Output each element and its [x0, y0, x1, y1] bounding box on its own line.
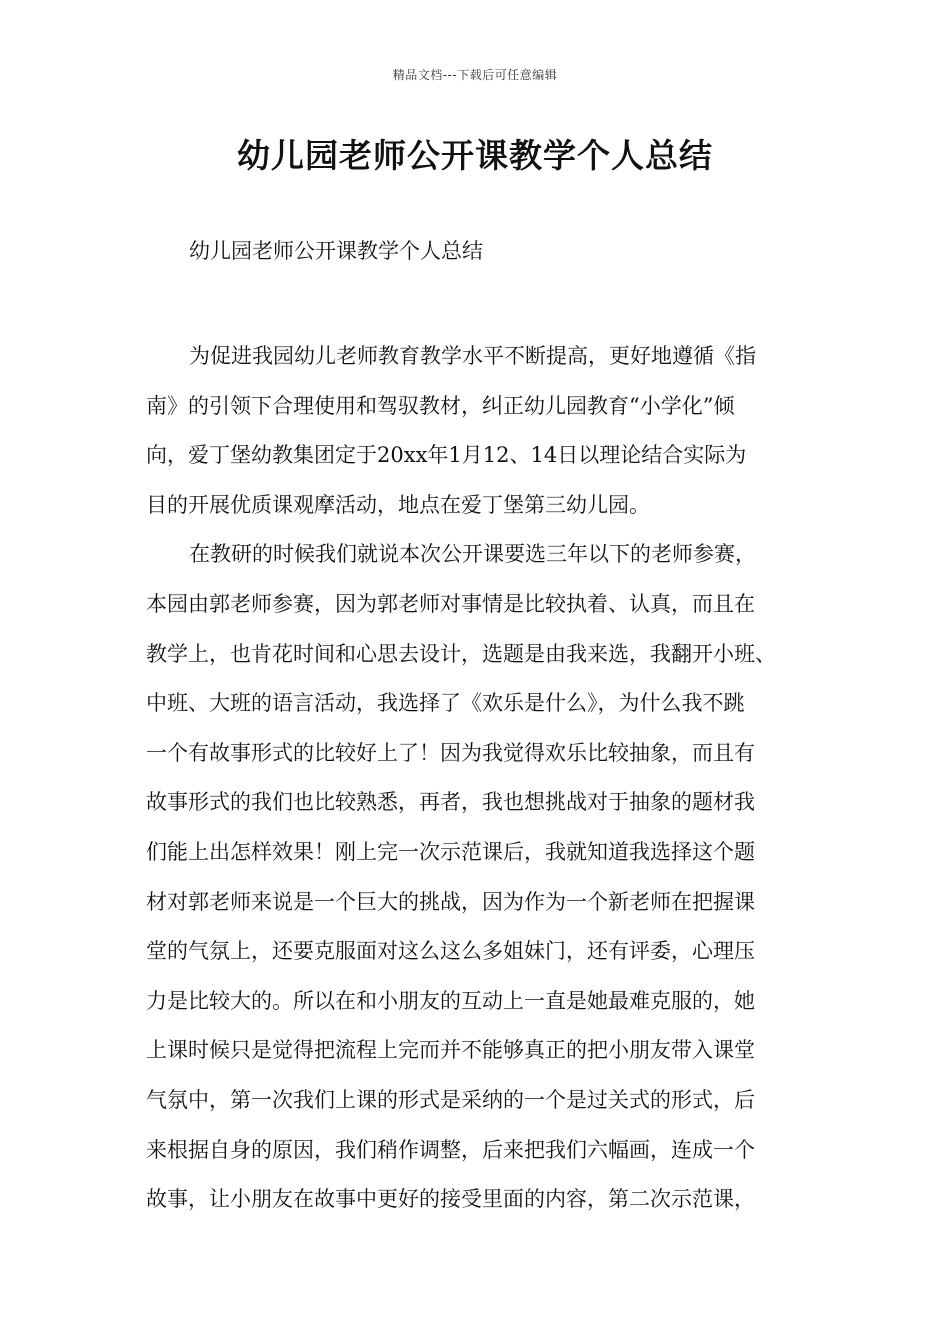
paragraph-line: 来根据自身的原因，我们稍作调整，后来把我们六幅画，连成一个 — [146, 1137, 755, 1162]
paragraph-line: 目的开展优质课观摩活动，地点在爱丁堡第三幼儿园。 — [146, 492, 650, 517]
paragraph-line: 气氛中，第一次我们上课的形式是采纳的一个是过关式的形式，后 — [146, 1087, 755, 1112]
paragraph-line: 故事，让小朋友在故事中更好的接受里面的内容，第二次示范课， — [146, 1187, 755, 1212]
paragraph-line: 材对郭老师来说是一个巨大的挑战，因为作为一个新老师在把握课 — [146, 889, 755, 914]
page-header: 精品文档---下载后可任意编辑 — [392, 68, 558, 82]
document-body — [146, 332, 806, 1225]
paragraph-line: 一个有故事形式的比较好上了！因为我觉得欢乐比较抽象，而且有 — [146, 740, 755, 765]
paragraph-line: 南》的引领下合理使用和驾驭教材，纠正幼儿园教育“小学化”倾 — [146, 393, 735, 418]
paragraph-line: 力是比较大的。所以在和小朋友的互动上一直是她最难克服的，她 — [146, 988, 755, 1013]
paragraph-line: 为促进我园幼儿老师教育教学水平不断提高，更好地遵循《指 — [189, 344, 756, 368]
paragraph-line: 在教研的时候我们就说本次公开课要选三年以下的老师参赛， — [189, 542, 756, 567]
document-title: 幼儿园老师公开课教学个人总结 — [237, 136, 713, 175]
paragraph-line: 堂的气氛上，还要克服面对这么这么多姐妹门，还有评委，心理压 — [146, 939, 755, 964]
paragraph-line: 上课时候只是觉得把流程上完而并不能够真正的把小朋友带入课堂 — [146, 1038, 755, 1063]
paragraph-line: 教学上，也肯花时间和心思去设计，选题是由我来选，我翻开小班、 — [146, 641, 776, 666]
paragraph-line: 向，爱丁堡幼教集团定于20xx年1月12、14日以理论结合实际为 — [146, 443, 747, 468]
paragraph-line: 本园由郭老师参赛，因为郭老师对事情是比较执着、认真，而且在 — [146, 591, 755, 616]
paragraph-line: 们能上出怎样效果！刚上完一次示范课后，我就知道我选择这个题 — [146, 839, 755, 864]
document-subtitle: 幼儿园老师公开课教学个人总结 — [189, 239, 483, 263]
paragraph-line: 故事形式的我们也比较熟悉，再者，我也想挑战对于抽象的题材我 — [146, 790, 755, 815]
paragraph-line: 中班、大班的语言活动，我选择了《欢乐是什么》，为什么我不跳 — [146, 691, 745, 716]
